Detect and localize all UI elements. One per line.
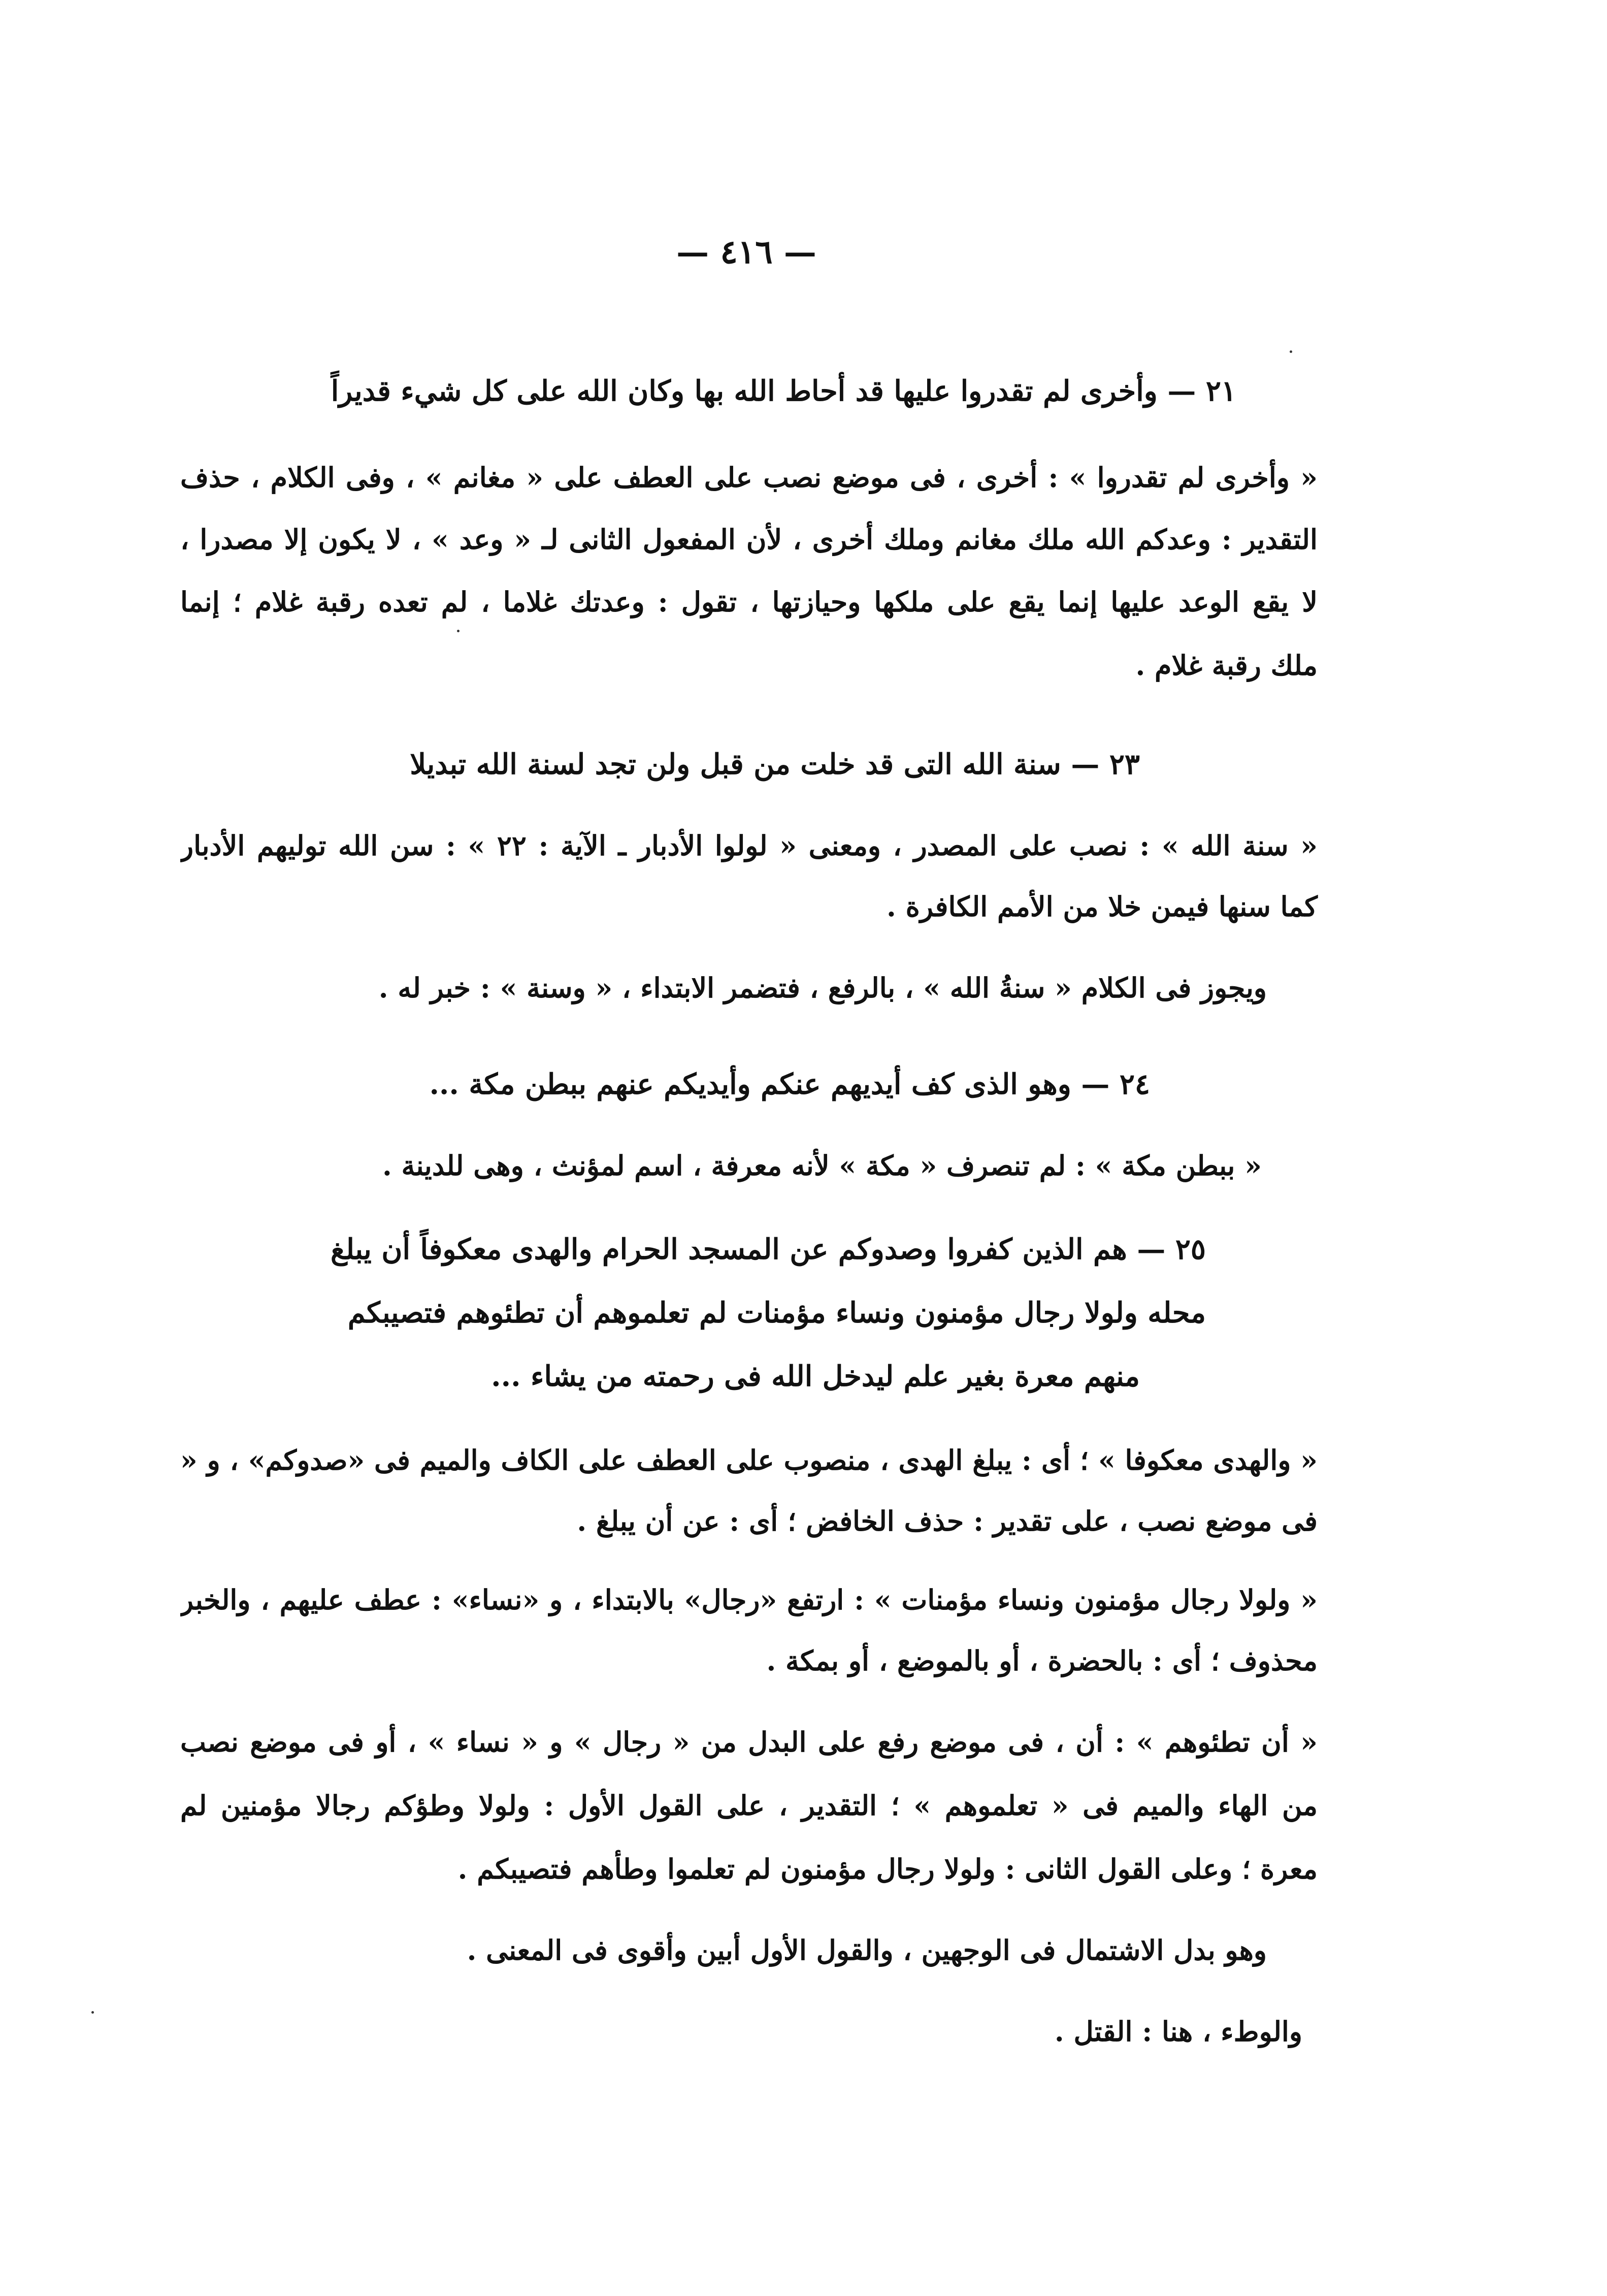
scan-speck — [457, 630, 460, 632]
commentary-23b: ويجوز فى الكلام « سنةُ الله » ، بالرفع ، فتضمر الابتداء ، « وسنة » : خبر له . — [378, 972, 1267, 1004]
commentary-25c-line-2: من الهاء والميم فى « تعلموهم » ؛ التقدير ، على القول الأول : ولولا وطؤكم رجالا مؤمنين لم — [180, 1789, 1318, 1822]
verse-25-line-3: منهم معرة بغير علم ليدخل الله فى رحمته من يشاء ... — [491, 1360, 1140, 1393]
commentary-25b-line-2: محذوف ؛ أى : بالحضرة ، أو بالموضع ، أو بمكة . — [766, 1644, 1318, 1677]
commentary-21-line-4: ملك رقبة غلام . — [1135, 649, 1318, 682]
verse-23: ٢٣ — سنة الله التى قد خلت من قبل ولن تجد لسنة الله تبديلا — [410, 748, 1140, 781]
commentary-25a-line-2: فى موضع نصب ، على تقدير : حذف الخافض ؛ أى : عن أن يبلغ . — [577, 1505, 1318, 1537]
commentary-21-line-3: لا يقع الوعد عليها إنما يقع على ملكها وحيازتها ، تقول : وعدتك غلاما ، لم تعده رقبة غلام ؛ إنما — [180, 586, 1318, 618]
commentary-23-line-2: كما سنها فيمن خلا من الأمم الكافرة . — [886, 890, 1318, 923]
scan-speck — [1290, 350, 1292, 353]
commentary-21-line-1: « وأخرى لم تقدروا » : أخرى ، فى موضع نصب على العطف على « مغانم » ، وفى الكلام ، حذف — [180, 461, 1318, 494]
verse-25-line-2: محله ولولا رجال مؤمنون ونساء مؤمنات لم تعلموهم أن تطئوهم فتصيبكم — [347, 1296, 1206, 1330]
verse-25-line-1: ٢٥ — هم الذين كفروا وصدوكم عن المسجد الحرام والهدى معكوفاً أن يبلغ — [331, 1233, 1206, 1266]
commentary-24: « ببطن مكة » : لم تنصرف « مكة » لأنه معرفة ، اسم لمؤنث ، وهى للدينة . — [382, 1149, 1262, 1182]
commentary-25b-line-1: « ولولا رجال مؤمنون ونساء مؤمنات » : ارتفع «رجال» بالابتداء ، و «نساء» : عطف عليهم ، والخبر — [180, 1583, 1318, 1616]
page-number: — ٤١٦ — — [676, 233, 816, 271]
scan-speck — [91, 2011, 94, 2014]
commentary-25d: وهو بدل الاشتمال فى الوجهين ، والقول الأول أبين وأقوى فى المعنى . — [467, 1934, 1267, 1966]
commentary-25c-line-1: « أن تطئوهم » : أن ، فى موضع رفع على البدل من « رجال » و « نساء » ، أو فى موضع نصب — [180, 1726, 1318, 1758]
commentary-25a-line-1: « والهدى معكوفا » ؛ أى : يبلغ الهدى ، منصوب على العطف على الكاف والميم فى «صدوكم» ، و « — [180, 1444, 1318, 1476]
verse-21: ٢١ — وأخرى لم تقدروا عليها قد أحاط الله بها وكان الله على كل شيء قديراً — [331, 374, 1236, 408]
verse-24: ٢٤ — وهو الذى كف أيديهم عنكم وأيديكم عنهم ببطن مكة ... — [429, 1068, 1150, 1101]
commentary-25c-line-3: معرة ؛ وعلى القول الثانى : ولولا رجال مؤمنون لم تعلموا وطأهم فتصيبكم . — [457, 1853, 1318, 1885]
commentary-21-line-2: التقدير : وعدكم الله ملك مغانم وملك أخرى ، لأن المفعول الثانى لـ « وعد » ، لا يكون إلا مصدرا ، — [180, 523, 1318, 556]
commentary-23-line-1: « سنة الله » : نصب على المصدر ، ومعنى « لولوا الأدبار ـ الآية : ٢٢ » : سن الله توليهم الأدبار — [180, 829, 1318, 862]
commentary-25e: والوطء ، هنا : القتل . — [1054, 2015, 1302, 2048]
